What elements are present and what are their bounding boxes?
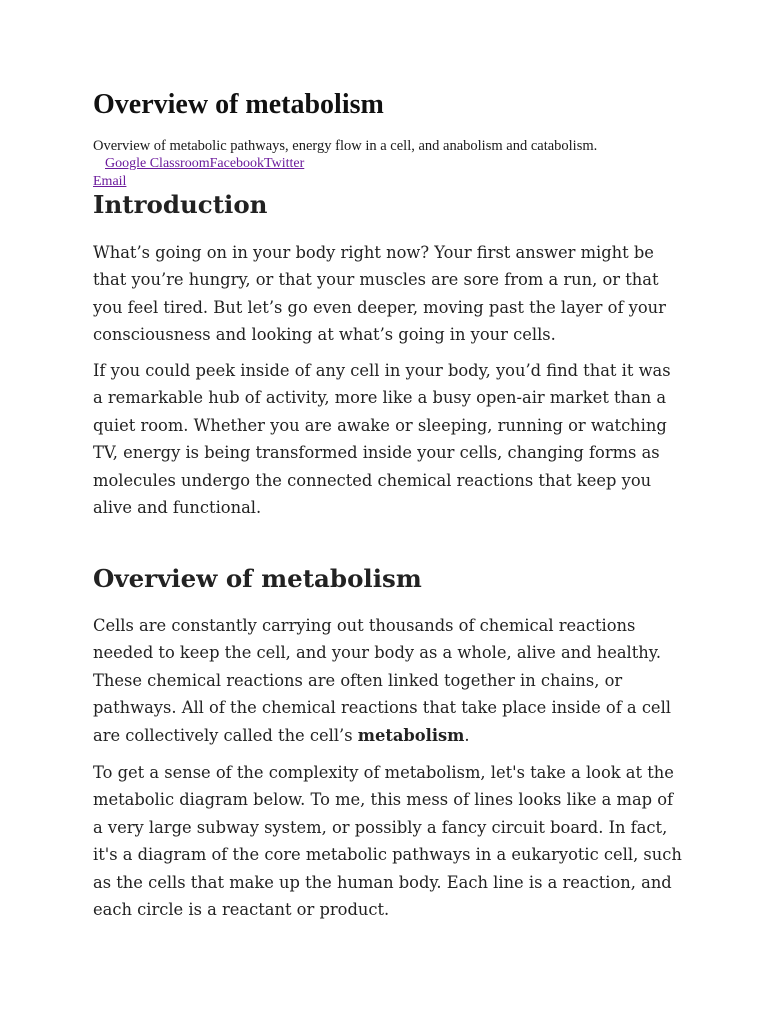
text-fragment: are collectively called the cell’s	[93, 725, 358, 745]
text-line: To get a sense of the complexity of metabolism, let's take a look at the	[93, 763, 674, 782]
share-email-link[interactable]: Email	[93, 174, 127, 189]
text-line: as the cells that make up the human body. Each line is a reaction, and	[93, 872, 672, 892]
text-line: needed to keep the cell, and your body as a whole, alive and healthy.	[93, 643, 662, 663]
text-line: a remarkable hub of activity, more like a busy open-air market than a	[93, 388, 667, 408]
text-line: you feel tired. But let’s go even deeper, moving past the layer of your	[93, 297, 666, 317]
page-title: Overview of metabolism	[93, 89, 384, 120]
overview-paragraph-1	[93, 612, 683, 749]
text-line: pathways. All of the chemical reactions that take place inside of a cell	[93, 698, 671, 718]
text-line: alive and functional.	[93, 498, 262, 518]
metabolism-term: metabolism	[357, 725, 465, 745]
share-twitter-link[interactable]: Twitter	[264, 156, 305, 171]
overview-heading: Overview of metabolism	[93, 564, 422, 593]
share-google-classroom-link[interactable]: Google Classroom	[105, 156, 210, 171]
text-line: that you’re hungry, or that your muscles are sore from a run, or that	[93, 270, 659, 290]
text-line: If you could peek inside of any cell in your body, you’d find that it was	[93, 361, 671, 380]
overview-paragraph-2	[93, 759, 683, 923]
text-line: quiet room. Whether you are awake or sleeping, running or watching	[93, 415, 667, 435]
article-subtitle: Overview of metabolic pathways, energy flow in a cell, and anabolism and catabolism.	[93, 138, 598, 154]
text-line: a very large subway system, or possibly a fancy circuit board. In fact,	[93, 817, 668, 837]
share-links	[105, 155, 304, 172]
text-line: metabolic diagram below. To me, this mess of lines looks like a map of	[93, 790, 674, 810]
intro-paragraph-1	[93, 239, 683, 349]
text-line	[93, 722, 683, 749]
share-facebook-link[interactable]: Facebook	[209, 156, 265, 171]
text-line: molecules undergo the connected chemical reactions that keep you	[93, 470, 652, 490]
text-line: it's a diagram of the core metabolic pathways in a eukaryotic cell, such	[93, 845, 682, 865]
text-fragment: .	[464, 725, 470, 745]
text-line: consciousness and looking at what’s going in your cells.	[93, 325, 556, 345]
text-line: These chemical reactions are often linked together in chains, or	[93, 670, 623, 690]
introduction-heading: Introduction	[93, 190, 268, 219]
text-line: What’s going on in your body right now? Your first answer might be	[93, 243, 654, 262]
intro-paragraph-2	[93, 357, 683, 521]
text-line: Cells are constantly carrying out thousands of chemical reactions	[93, 616, 636, 635]
text-line: TV, energy is being transformed inside your cells, changing forms as	[93, 443, 660, 463]
text-line: each circle is a reactant or product.	[93, 900, 390, 920]
